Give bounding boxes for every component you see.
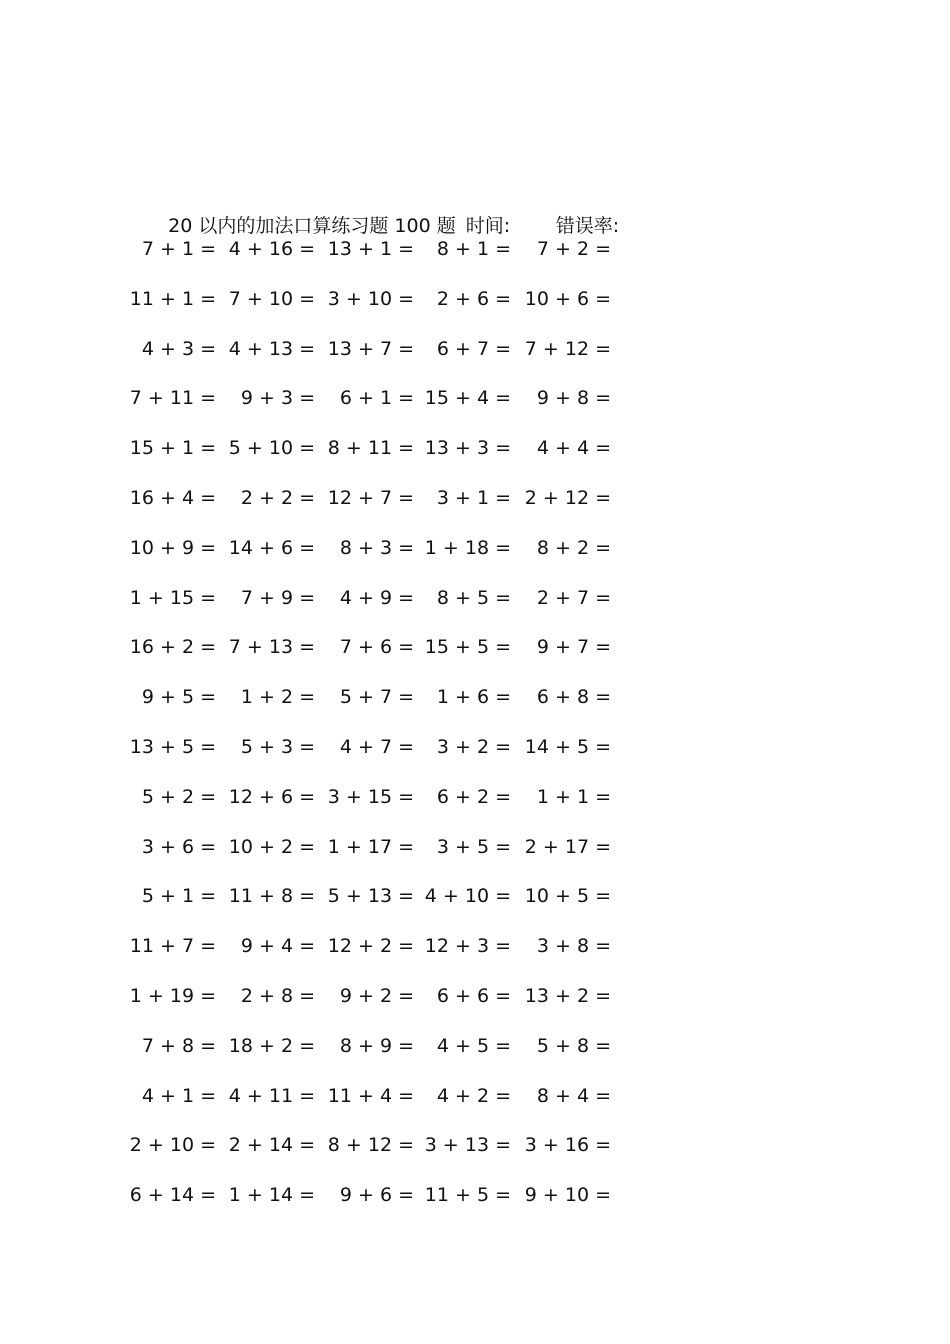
problem-item: 11 + 4 = [327,1084,414,1107]
problem-item: 5 + 1 = [141,885,216,908]
problem-item: 11 + 1 = [129,287,216,310]
problem-item: 1 + 2 = [240,686,315,709]
problem-item: 5 + 7 = [339,686,414,709]
problem-row [0,334,700,364]
problem-row [0,284,700,314]
problem-item: 7 + 10 = [228,287,315,310]
problem-item: 5 + 2 = [141,785,216,808]
problem-item: 16 + 2 = [129,636,216,659]
problem-item: 13 + 3 = [424,437,511,460]
problem-item: 2 + 12 = [524,487,611,509]
problem-row [0,433,700,463]
problem-item: 8 + 12 = [327,1134,414,1157]
problem-item: 14 + 5 = [524,736,611,758]
problem-item: 3 + 6 = [141,835,216,858]
problem-item: 5 + 3 = [240,736,315,758]
problem-item: 8 + 5 = [436,586,511,609]
problem-item: 4 + 5 = [436,1034,511,1057]
problem-item: 15 + 5 = [424,636,511,659]
problem-item: 8 + 1 = [436,238,511,260]
problem-item: 11 + 7 = [129,935,216,958]
problem-item: 9 + 8 = [536,387,611,410]
problem-item: 7 + 11 = [129,387,216,410]
problem-item: 9 + 3 = [240,387,315,410]
problem-item: 9 + 10 = [524,1184,611,1207]
problem-item: 5 + 13 = [327,885,414,908]
problem-item: 4 + 9 = [339,586,414,609]
problem-item: 8 + 2 = [536,536,611,559]
problem-row [0,682,700,712]
problem-item: 10 + 2 = [228,835,315,858]
problem-item: 4 + 11 = [228,1084,315,1107]
problem-item: 4 + 10 = [424,885,511,908]
problem-item: 4 + 3 = [141,337,216,360]
problem-row [0,1031,700,1061]
problem-item: 8 + 4 = [536,1084,611,1107]
problem-item: 13 + 2 = [524,985,611,1007]
problem-item: 9 + 2 = [339,985,414,1007]
problem-item: 14 + 6 = [228,536,315,559]
problem-item: 4 + 16 = [228,238,315,260]
problem-item: 12 + 3 = [424,935,511,958]
problem-row [0,1081,700,1111]
problem-item: 6 + 6 = [436,985,511,1007]
problem-item: 11 + 8 = [228,885,315,908]
problem-item: 3 + 8 = [536,935,611,958]
problem-item: 8 + 11 = [327,437,414,460]
problem-item: 7 + 6 = [339,636,414,659]
problem-item: 4 + 1 = [141,1084,216,1107]
problem-item: 3 + 2 = [436,736,511,758]
problem-row [0,931,700,961]
problem-item: 7 + 12 = [524,337,611,360]
problem-row [0,782,700,812]
problem-row [0,1130,700,1160]
problem-item: 1 + 6 = [436,686,511,709]
problem-item: 2 + 6 = [436,287,511,310]
worksheet-title: 20 以内的加法口算练习题 100 题 [168,215,456,237]
problem-item: 9 + 4 = [240,935,315,958]
problem-item: 3 + 16 = [524,1134,611,1157]
problem-item: 9 + 6 = [339,1184,414,1207]
problem-item: 2 + 8 = [240,985,315,1007]
problem-row [0,881,700,911]
problem-row [0,981,700,1011]
problem-item: 1 + 19 = [129,985,216,1007]
problem-item: 7 + 2 = [536,238,611,260]
problem-item: 6 + 7 = [436,337,511,360]
problem-item: 7 + 8 = [141,1034,216,1057]
problem-item: 11 + 5 = [424,1184,511,1207]
problem-item: 2 + 17 = [524,835,611,858]
problem-item: 15 + 4 = [424,387,511,410]
problem-item: 1 + 14 = [228,1184,315,1207]
problem-item: 13 + 1 = [327,238,414,260]
problem-row [0,832,700,862]
problem-item: 3 + 5 = [436,835,511,858]
problem-item: 4 + 2 = [436,1084,511,1107]
error-rate-label: 错误率: [555,215,620,237]
problem-item: 4 + 13 = [228,337,315,360]
problem-item: 18 + 2 = [228,1034,315,1057]
problem-item: 6 + 14 = [129,1184,216,1207]
problem-item: 2 + 10 = [129,1134,216,1157]
problem-row [0,632,700,662]
problem-item: 6 + 2 = [436,785,511,808]
problem-item: 8 + 3 = [339,536,414,559]
problem-item: 7 + 13 = [228,636,315,659]
problem-item: 7 + 1 = [141,238,216,260]
problem-item: 1 + 18 = [424,536,511,559]
problem-item: 1 + 1 = [536,785,611,808]
problem-row [0,533,700,563]
problem-item: 10 + 6 = [524,287,611,310]
problem-item: 13 + 5 = [129,736,216,758]
problem-item: 3 + 15 = [327,785,414,808]
problem-item: 3 + 13 = [424,1134,511,1157]
problem-item: 7 + 9 = [240,586,315,609]
problem-item: 2 + 14 = [228,1134,315,1157]
problem-row [0,234,700,264]
problem-row [0,483,700,513]
problem-row [0,383,700,413]
time-label: 时间: [465,215,511,237]
problem-row [0,732,700,762]
problem-row [0,583,700,613]
problem-item: 3 + 1 = [436,487,511,509]
problem-item: 9 + 7 = [536,636,611,659]
problem-row [0,1180,700,1210]
problem-item: 8 + 9 = [339,1034,414,1057]
problem-item: 5 + 10 = [228,437,315,460]
problem-item: 2 + 2 = [240,487,315,509]
problem-item: 12 + 7 = [327,487,414,509]
problem-item: 16 + 4 = [129,487,216,509]
problem-item: 6 + 8 = [536,686,611,709]
problem-item: 4 + 7 = [339,736,414,758]
problem-item: 1 + 15 = [129,586,216,609]
problem-item: 10 + 9 = [129,536,216,559]
problem-item: 4 + 4 = [536,437,611,460]
problem-item: 12 + 2 = [327,935,414,958]
problem-item: 13 + 7 = [327,337,414,360]
problem-item: 3 + 10 = [327,287,414,310]
problem-item: 10 + 5 = [524,885,611,908]
problem-item: 2 + 7 = [536,586,611,609]
problem-item: 5 + 8 = [536,1034,611,1057]
problem-item: 6 + 1 = [339,387,414,410]
problem-item: 9 + 5 = [141,686,216,709]
problem-item: 15 + 1 = [129,437,216,460]
problem-item: 1 + 17 = [327,835,414,858]
problem-item: 12 + 6 = [228,785,315,808]
